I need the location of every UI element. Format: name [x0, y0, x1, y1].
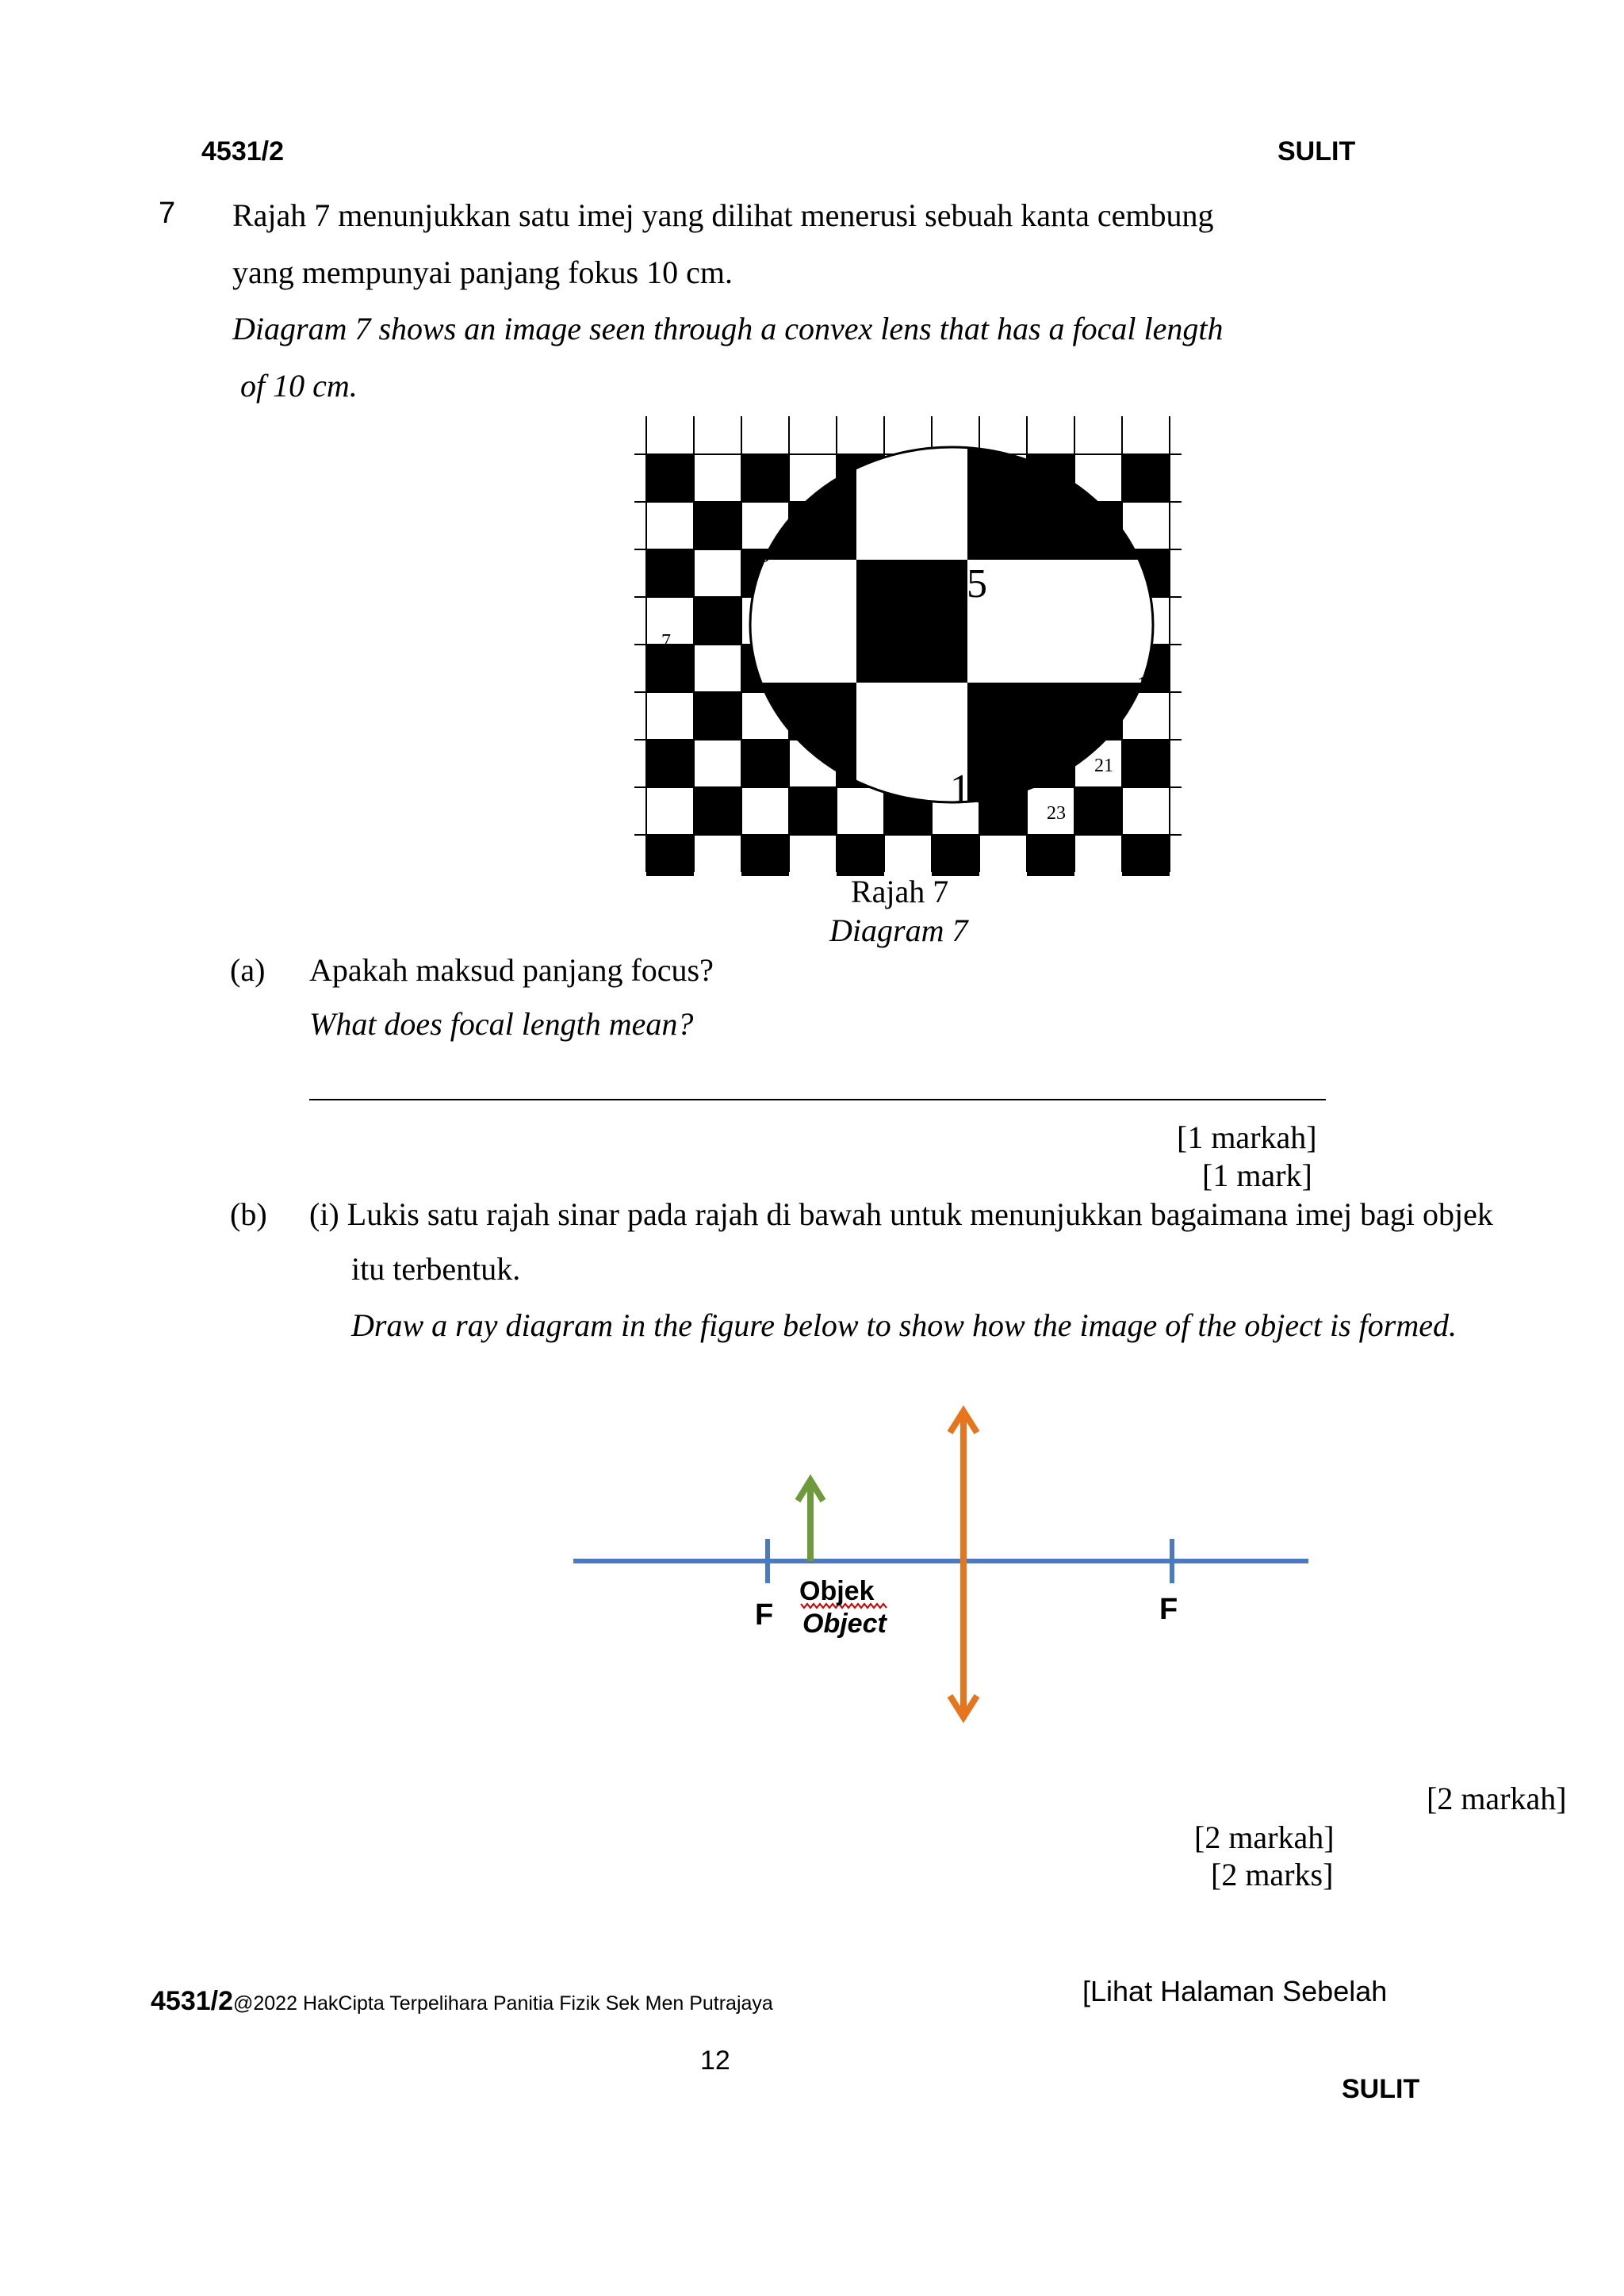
footer-code-block [151, 1986, 773, 2017]
header-classification: SULIT [1277, 136, 1356, 166]
convex-lens-arrow [950, 1411, 977, 1717]
part-b-line1: (i) Lukis satu rajah sinar pada rajah di bawah untuk menunjukkan bagaimana imej bagi objek [309, 1196, 1493, 1232]
part-b-label: (b) [230, 1196, 267, 1232]
stem-en-line2: of 10 cm. [240, 368, 358, 404]
stem-ms-line1: Rajah 7 menunjukkan satu imej yang dilihat menerusi sebuah kanta cembung [232, 197, 1214, 233]
ray-diagram[interactable] [555, 1395, 1348, 1736]
part-b-marks-right: [2 markah] [1427, 1781, 1567, 1816]
checker-square [1027, 835, 1074, 876]
part-b-marks-ms: [2 markah] [1194, 1820, 1335, 1855]
part-b-line2: itu terbentuk. [351, 1251, 521, 1287]
page-number: 12 [700, 2045, 730, 2076]
square-label-7: 7 [661, 631, 671, 652]
checker-square [1122, 740, 1170, 787]
checker-square [1122, 454, 1170, 502]
focal-label-right: F [1159, 1593, 1178, 1626]
footer-next-page: [Lihat Halaman Sebelah [1082, 1975, 1388, 2007]
checker-square [932, 835, 979, 876]
answer-line[interactable] [309, 1099, 1326, 1100]
checker-square [741, 835, 789, 876]
checker-square [694, 692, 741, 740]
checker-square [646, 454, 694, 502]
checker-square [646, 549, 694, 597]
figure-caption-ms: Rajah 7 [851, 874, 949, 909]
header-code: 4531/2 [201, 136, 284, 166]
checker-square [694, 597, 741, 645]
object-label-ms: Objek [799, 1576, 875, 1606]
part-a-question-ms: Apakah maksud panjang focus? [309, 952, 714, 988]
square-label-19: 19 [1137, 674, 1156, 695]
checker-square [789, 787, 837, 835]
part-b-line-en: Draw a ray diagram in the figure below to show how the image of the object is formed. [351, 1307, 1457, 1343]
figure-caption-en: Diagram 7 [829, 913, 968, 948]
object-label-en: Object [802, 1609, 887, 1639]
part-a-marks-en: [1 mark] [1202, 1158, 1312, 1193]
checker-square [837, 835, 884, 876]
checker-square [741, 740, 789, 787]
question-number: 7 [159, 197, 176, 230]
square-label-15: 15 [946, 561, 987, 607]
checker-square [1122, 835, 1170, 876]
checker-square [741, 454, 789, 502]
footer-classification: SULIT [1342, 2074, 1420, 2104]
square-label-12: 12 [797, 500, 816, 521]
checker-square [646, 835, 694, 876]
square-label-13: 13 [750, 546, 769, 567]
magnified-region [750, 445, 1158, 809]
part-a-label: (a) [230, 952, 266, 988]
part-b-marks-en: [2 marks] [1211, 1857, 1334, 1892]
object-arrow [798, 1480, 823, 1561]
checker-square [1074, 787, 1122, 835]
checker-square [646, 645, 694, 692]
checkerboard-figure [634, 416, 1182, 876]
footer-code: 4531/2 [151, 1986, 233, 2016]
stem-ms-line2: yang mempunyai panjang fokus 10 cm. [232, 254, 733, 290]
checker-square [694, 787, 741, 835]
part-a-question-en: What does focal length mean? [309, 1006, 694, 1042]
footer-copyright: @2022 HakCipta Terpelihara Panitia Fizik Sek Men Putrajaya [233, 1992, 773, 2015]
checker-square [694, 502, 741, 549]
checker-square [646, 740, 694, 787]
part-a-marks-ms: [1 markah] [1177, 1119, 1317, 1155]
square-label-23: 23 [1047, 803, 1066, 824]
stem-en-line1: Diagram 7 shows an image seen through a convex lens that has a focal length [232, 311, 1224, 346]
square-label-21: 21 [1094, 756, 1113, 776]
square-label-18: 18 [950, 767, 991, 812]
focal-label-left: F [755, 1598, 774, 1632]
